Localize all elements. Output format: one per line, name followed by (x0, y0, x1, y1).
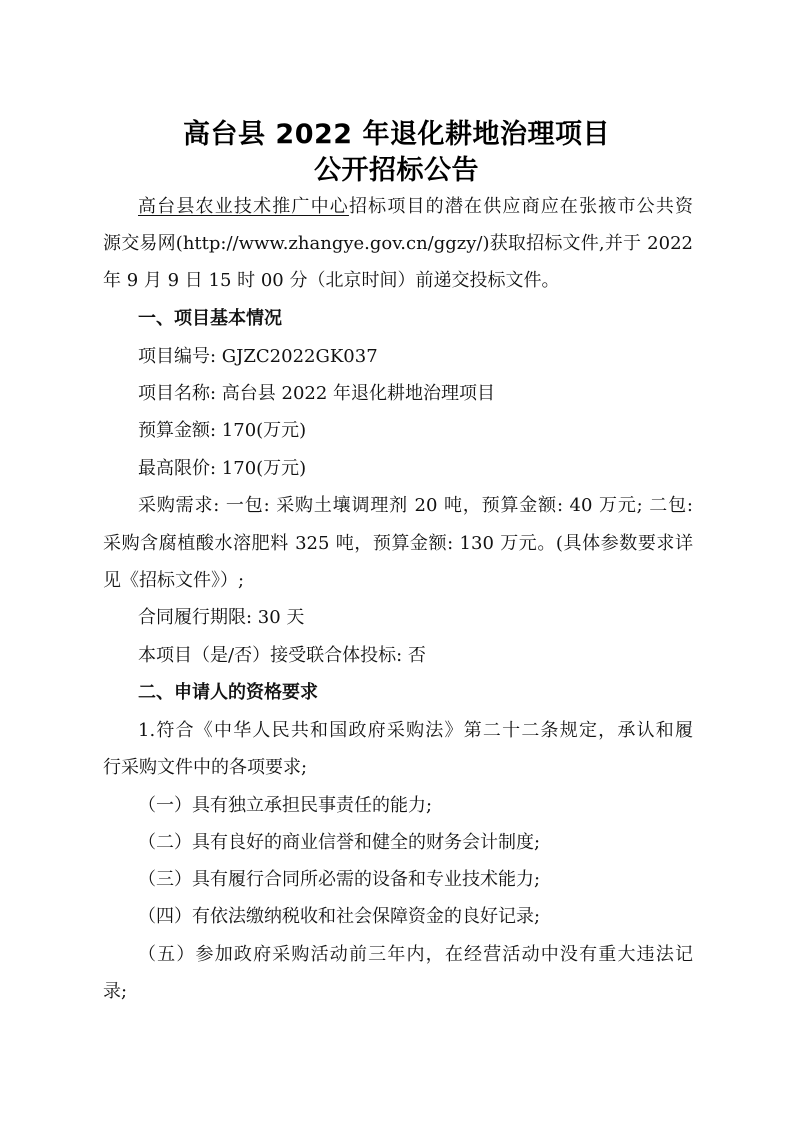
intro-line3: 年 9 月 9 日 15 时 00 分（北京时间）前递交投标文件。 (103, 270, 560, 291)
section2-heading: 二、申请人的资格要求 (138, 682, 318, 703)
project-name: 项目名称: 高台县 2022 年退化耕地治理项目 (138, 383, 496, 404)
qualification-item1-line1: 1.符合《中华人民共和国政府采购法》第二十二条规定，承认和履 (138, 720, 693, 741)
qualification-sub3: （三）具有履行合同所必需的设备和专业技术能力; (138, 869, 541, 890)
purchaser-name: 高台县农业技术推广中心 (138, 196, 349, 217)
qualification-sub2: （二）具有良好的商业信誉和健全的财务会计制度; (138, 832, 541, 853)
contract-term: 合同履行期限: 30 天 (138, 607, 305, 628)
section1-heading: 一、项目基本情况 (138, 308, 282, 329)
qualification-item1-line2: 行采购文件中的各项要求; (103, 757, 308, 778)
qualification-sub5-line2: 录; (103, 981, 128, 1002)
intro-line1-rest: 招标项目的潜在供应商应在张掖市公共资 (348, 196, 694, 217)
consortium-bidding: 本项目（是/否）接受联合体投标: 否 (138, 645, 426, 666)
max-price: 最高限价: 170(万元) (138, 458, 307, 479)
demand-line1: 采购需求: 一包: 采购土壤调理剂 20 吨，预算金额: 40 万元; 二包: (138, 495, 693, 516)
document-title-line2: 公开招标公告 (314, 155, 479, 186)
qualification-sub5-line1: （五）参加政府采购活动前三年内，在经营活动中没有重大违法记 (138, 944, 693, 965)
document-title-line1: 高台县 2022 年退化耕地治理项目 (183, 119, 610, 150)
qualification-sub4: （四）有依法缴纳税收和社会保障资金的良好记录; (138, 906, 541, 927)
intro-line1 (138, 196, 693, 218)
project-number: 项目编号: GJZC2022GK037 (138, 346, 378, 367)
demand-line2: 采购含腐植酸水溶肥料 325 吨，预算金额: 130 万元。(具体参数要求详 (103, 533, 693, 554)
intro-line2: 源交易网(http://www.zhangye.gov.cn/ggzy/)获取招标文件,并于 2022 (103, 233, 693, 254)
budget-amount: 预算金额: 170(万元) (138, 420, 307, 441)
demand-line3: 见《招标文件》）; (103, 570, 245, 591)
qualification-sub1: （一）具有独立承担民事责任的能力; (138, 795, 433, 816)
